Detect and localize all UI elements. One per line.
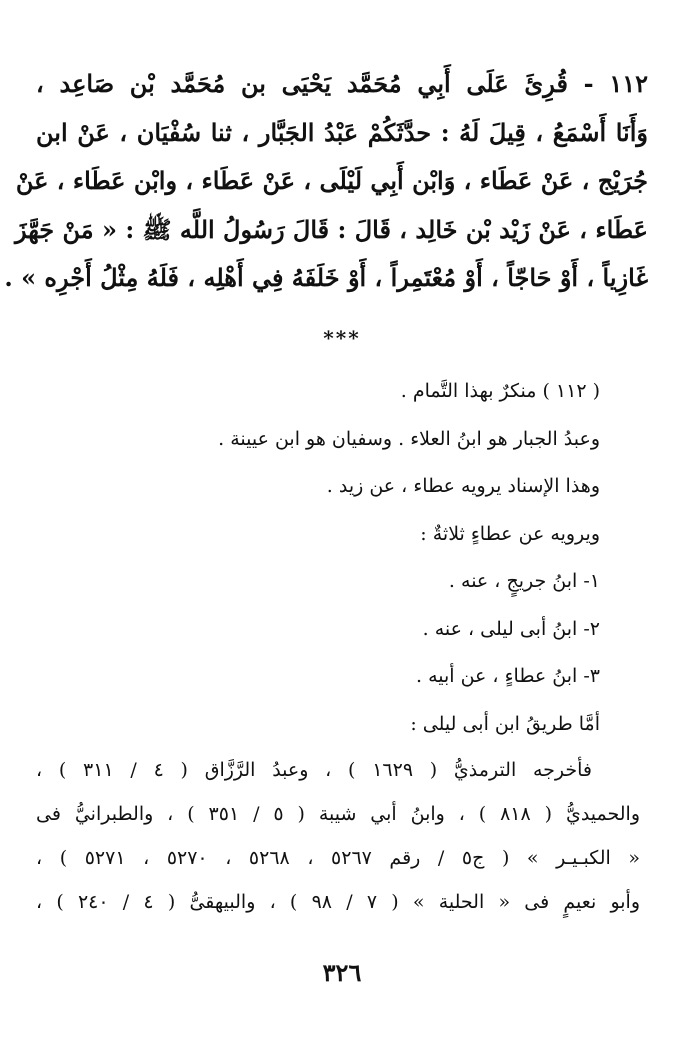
section-separator: *** [323,326,361,350]
hadith-line: ١١٢ - قُرِئَ عَلَى أَبِي مُحَمَّد يَحْيَى بن مُحَمَّد بْن صَاعِد ، [36,69,648,98]
commentary-notes [60,368,600,748]
references-paragraph [36,748,640,924]
note-line: ( ١١٢ ) منكرٌ بهذا التَّمام . [400,380,600,402]
reference-line: وأبو نعيمٍ فى « الحلية » ( ٧ / ٩٨ ) ، والبيهقىُّ ( ٤ / ٢٤٠ ) ، [36,891,641,913]
note-line: ٣- ابنُ عطاءٍ ، عن أبيه . [415,665,600,687]
reference-line: فأخرجه الترمذيُّ ( ١٦٢٩ ) ، وعبدُ الرَّزَّاق ( ٤ / ٣١١ ) ، [36,759,593,781]
hadith-line: غَازِياً ، أَوْ حَاجّاً ، أَوْ مُعْتَمِراً ، أَوْ خَلَفَهُ فِي أَهْلِه ، فَلَهُ مِثْلُ أَجْرِه » . [4,263,648,292]
hadith-line: جُرَيْج ، عَنْ عَطَاء ، وَابْن أَبِي لَيْلَى ، عَنْ عَطَاء ، وابْن عَطَاء ، عَنْ [15,166,648,195]
note-line: أمَّا طريقُ ابن أبى ليلى : [410,712,600,735]
reference-line: والحميديُّ ( ٨١٨ ) ، وابنُ أبي شيبة ( ٥ / ٣٥١ ) ، والطبرانيُّ فى [36,803,641,825]
hadith-line: وَأَنَا أَسْمَعُ ، قِيلَ لَهُ : حدَّثَكُمْ عَبْدُ الجَبَّار ، ثنا سُفْيَان ، عَنْ ابن [36,117,648,147]
note-line: وعبدُ الجبار هو ابنُ العلاء . وسفيان هو ابن عيينة . [218,427,600,450]
note-line: ٢- ابنُ أبى ليلى ، عنه . [422,617,600,640]
note-line: وهذا الإسناد يرويه عطاء ، عن زيد . [326,475,600,497]
hadith-line: عَطَاء ، عَنْ زَيْد بْن خَالِد ، قَالَ : قَالَ رَسُولُ اللَّه ﷺ : « مَنْ جَهَّزَ [15,214,648,244]
hadith-text [4,60,648,303]
note-line: ١- ابنُ جريجٍ ، عنه . [448,570,600,592]
note-line: ويرويه عن عطاءٍ ثلاثةٌ : [420,522,600,545]
page-number: ٣٢٦ [322,958,362,987]
reference-line: « الكبـيـر » ( ج٥ / رقم ٥٢٦٧ ، ٥٢٦٨ ، ٥٢٧٠ ، ٥٢٧١ ) ، [36,847,640,869]
